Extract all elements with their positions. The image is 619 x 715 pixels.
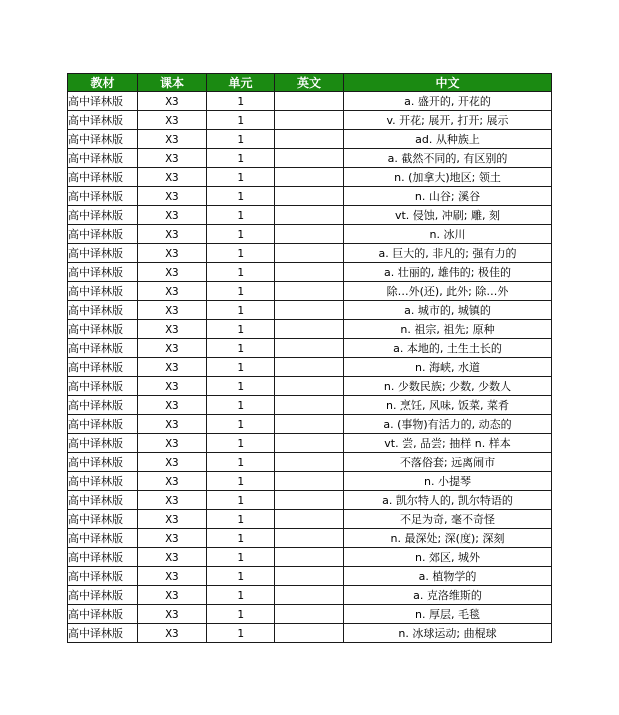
cell-lesson[interactable]: X3 [138,206,207,225]
cell-english[interactable] [275,453,344,472]
cell-book[interactable]: 高中译林版 [68,472,138,491]
cell-lesson[interactable]: X3 [138,510,207,529]
cell-chinese[interactable]: a. 植物学的 [344,567,552,586]
cell-chinese[interactable]: 不足为奇, 毫不奇怪 [344,510,552,529]
cell-book[interactable]: 高中译林版 [68,149,138,168]
cell-unit[interactable]: 1 [207,339,275,358]
table-row [68,168,552,187]
cell-english[interactable] [275,434,344,453]
cell-chinese[interactable]: n. 少数民族; 少数, 少数人 [344,377,552,396]
table-row [68,605,552,624]
cell-lesson[interactable]: X3 [138,263,207,282]
cell-book[interactable]: 高中译林版 [68,434,138,453]
cell-lesson[interactable]: X3 [138,301,207,320]
cell-book[interactable]: 高中译林版 [68,624,138,643]
cell-english[interactable] [275,605,344,624]
cell-lesson[interactable]: X3 [138,282,207,301]
cell-english[interactable] [275,187,344,206]
cell-lesson[interactable]: X3 [138,339,207,358]
cell-book[interactable]: 高中译林版 [68,396,138,415]
cell-chinese[interactable]: a. 凯尔特人的, 凯尔特语的 [344,491,552,510]
header-english[interactable]: 英文 [275,74,344,92]
cell-english[interactable] [275,130,344,149]
cell-english[interactable] [275,168,344,187]
cell-lesson[interactable]: X3 [138,396,207,415]
cell-english[interactable] [275,529,344,548]
table-row [68,548,552,567]
cell-book[interactable]: 高中译林版 [68,111,138,130]
cell-english[interactable] [275,301,344,320]
cell-unit[interactable]: 1 [207,282,275,301]
cell-unit[interactable]: 1 [207,244,275,263]
cell-english[interactable] [275,320,344,339]
table-row [68,130,552,149]
header-lesson[interactable]: 课本 [138,74,207,92]
cell-unit[interactable]: 1 [207,472,275,491]
cell-chinese[interactable]: a. 巨大的, 非凡的; 强有力的 [344,244,552,263]
cell-lesson[interactable]: X3 [138,472,207,491]
header-row [68,74,552,92]
cell-english[interactable] [275,263,344,282]
cell-english[interactable] [275,377,344,396]
table-row [68,415,552,434]
table-row [68,301,552,320]
cell-lesson[interactable]: X3 [138,624,207,643]
table-row [68,491,552,510]
cell-chinese[interactable]: a. (事物)有活力的, 动态的 [344,415,552,434]
table-row [68,358,552,377]
table-row [68,472,552,491]
cell-english[interactable] [275,567,344,586]
cell-chinese[interactable]: n. 烹饪, 风味, 饭菜, 菜肴 [344,396,552,415]
table-row [68,92,552,111]
cell-chinese[interactable]: a. 本地的, 土生土长的 [344,339,552,358]
cell-english[interactable] [275,415,344,434]
header-unit[interactable]: 单元 [207,74,275,92]
cell-chinese[interactable]: a. 克洛维斯的 [344,586,552,605]
cell-unit[interactable]: 1 [207,206,275,225]
cell-lesson[interactable]: X3 [138,586,207,605]
table-row [68,339,552,358]
table-row [68,453,552,472]
vocabulary-table [67,73,552,643]
cell-unit[interactable]: 1 [207,567,275,586]
cell-book[interactable]: 高中译林版 [68,263,138,282]
cell-unit[interactable]: 1 [207,415,275,434]
cell-english[interactable] [275,206,344,225]
table-row [68,396,552,415]
cell-chinese[interactable]: vt. 侵蚀, 冲刷; 雕, 刻 [344,206,552,225]
cell-english[interactable] [275,624,344,643]
header-book[interactable]: 教材 [68,74,138,92]
cell-lesson[interactable]: X3 [138,377,207,396]
cell-lesson[interactable]: X3 [138,415,207,434]
cell-english[interactable] [275,586,344,605]
cell-chinese[interactable]: 除…外(还), 此外; 除…外 [344,282,552,301]
cell-book[interactable]: 高中译林版 [68,453,138,472]
cell-lesson[interactable]: X3 [138,168,207,187]
cell-lesson[interactable]: X3 [138,529,207,548]
cell-chinese[interactable]: a. 壮丽的, 雄伟的; 极佳的 [344,263,552,282]
cell-chinese[interactable]: v. 开花; 展开, 打开; 展示 [344,111,552,130]
header-chinese[interactable]: 中文 [344,74,552,92]
cell-chinese[interactable]: ad. 从种族上 [344,130,552,149]
cell-lesson[interactable]: X3 [138,453,207,472]
table-row [68,434,552,453]
table-body [68,92,552,643]
cell-book[interactable]: 高中译林版 [68,358,138,377]
cell-english[interactable] [275,548,344,567]
cell-book[interactable]: 高中译林版 [68,225,138,244]
cell-book[interactable]: 高中译林版 [68,244,138,263]
table-row [68,263,552,282]
cell-unit[interactable]: 1 [207,358,275,377]
cell-unit[interactable]: 1 [207,491,275,510]
cell-lesson[interactable]: X3 [138,149,207,168]
table-row [68,225,552,244]
cell-chinese[interactable]: n. 最深处; 深(度); 深刻 [344,529,552,548]
cell-book[interactable]: 高中译林版 [68,168,138,187]
cell-chinese[interactable]: n. 海峡, 水道 [344,358,552,377]
cell-book[interactable]: 高中译林版 [68,187,138,206]
table-row [68,377,552,396]
table-row [68,244,552,263]
cell-book[interactable]: 高中译林版 [68,320,138,339]
table-row [68,586,552,605]
cell-chinese[interactable]: vt. 尝, 品尝; 抽样 n. 样本 [344,434,552,453]
cell-book[interactable]: 高中译林版 [68,491,138,510]
cell-unit[interactable]: 1 [207,130,275,149]
cell-chinese[interactable]: n. (加拿大)地区; 领土 [344,168,552,187]
cell-english[interactable] [275,339,344,358]
cell-chinese[interactable]: a. 截然不同的, 有区别的 [344,149,552,168]
cell-unit[interactable]: 1 [207,320,275,339]
cell-chinese[interactable]: n. 祖宗, 祖先; 原种 [344,320,552,339]
cell-chinese[interactable]: n. 冰球运动; 曲棍球 [344,624,552,643]
cell-chinese[interactable]: n. 郊区, 城外 [344,548,552,567]
cell-book[interactable]: 高中译林版 [68,92,138,111]
cell-lesson[interactable]: X3 [138,225,207,244]
cell-english[interactable] [275,510,344,529]
cell-book[interactable]: 高中译林版 [68,206,138,225]
cell-chinese[interactable]: a. 城市的, 城镇的 [344,301,552,320]
cell-unit[interactable]: 1 [207,92,275,111]
cell-unit[interactable]: 1 [207,301,275,320]
table-row [68,567,552,586]
cell-lesson[interactable]: X3 [138,548,207,567]
table-row [68,187,552,206]
cell-english[interactable] [275,491,344,510]
cell-book[interactable]: 高中译林版 [68,339,138,358]
cell-book[interactable]: 高中译林版 [68,586,138,605]
cell-chinese[interactable]: n. 厚层, 毛毯 [344,605,552,624]
table-row [68,510,552,529]
table-row [68,149,552,168]
cell-book[interactable]: 高中译林版 [68,510,138,529]
cell-unit[interactable]: 1 [207,111,275,130]
cell-lesson[interactable]: X3 [138,491,207,510]
cell-lesson[interactable]: X3 [138,130,207,149]
cell-lesson[interactable]: X3 [138,434,207,453]
cell-english[interactable] [275,92,344,111]
cell-unit[interactable]: 1 [207,187,275,206]
table-row [68,624,552,643]
cell-english[interactable] [275,111,344,130]
cell-lesson[interactable]: X3 [138,92,207,111]
cell-unit[interactable]: 1 [207,168,275,187]
cell-english[interactable] [275,244,344,263]
cell-lesson[interactable]: X3 [138,244,207,263]
table-row [68,529,552,548]
cell-unit[interactable]: 1 [207,529,275,548]
cell-book[interactable]: 高中译林版 [68,301,138,320]
cell-lesson[interactable]: X3 [138,358,207,377]
cell-unit[interactable]: 1 [207,149,275,168]
table-row [68,111,552,130]
cell-chinese[interactable]: 不落俗套; 远离闹市 [344,453,552,472]
cell-unit[interactable]: 1 [207,586,275,605]
cell-unit[interactable]: 1 [207,377,275,396]
cell-unit[interactable]: 1 [207,434,275,453]
cell-unit[interactable]: 1 [207,225,275,244]
cell-unit[interactable]: 1 [207,396,275,415]
cell-lesson[interactable]: X3 [138,187,207,206]
cell-chinese[interactable]: n. 冰川 [344,225,552,244]
cell-book[interactable]: 高中译林版 [68,130,138,149]
cell-english[interactable] [275,149,344,168]
cell-unit[interactable]: 1 [207,510,275,529]
cell-english[interactable] [275,225,344,244]
cell-lesson[interactable]: X3 [138,320,207,339]
cell-unit[interactable]: 1 [207,263,275,282]
cell-lesson[interactable]: X3 [138,605,207,624]
cell-unit[interactable]: 1 [207,605,275,624]
cell-english[interactable] [275,472,344,491]
cell-book[interactable]: 高中译林版 [68,567,138,586]
cell-book[interactable]: 高中译林版 [68,605,138,624]
cell-book[interactable]: 高中译林版 [68,282,138,301]
cell-english[interactable] [275,282,344,301]
cell-unit[interactable]: 1 [207,624,275,643]
cell-english[interactable] [275,396,344,415]
cell-chinese[interactable]: a. 盛开的, 开花的 [344,92,552,111]
table-row [68,320,552,339]
cell-book[interactable]: 高中译林版 [68,415,138,434]
cell-book[interactable]: 高中译林版 [68,377,138,396]
cell-unit[interactable]: 1 [207,548,275,567]
cell-book[interactable]: 高中译林版 [68,548,138,567]
cell-english[interactable] [275,358,344,377]
cell-unit[interactable]: 1 [207,453,275,472]
cell-lesson[interactable]: X3 [138,567,207,586]
table-row [68,206,552,225]
cell-book[interactable]: 高中译林版 [68,529,138,548]
cell-chinese[interactable]: n. 山谷; 溪谷 [344,187,552,206]
table-row [68,282,552,301]
cell-lesson[interactable]: X3 [138,111,207,130]
cell-chinese[interactable]: n. 小提琴 [344,472,552,491]
